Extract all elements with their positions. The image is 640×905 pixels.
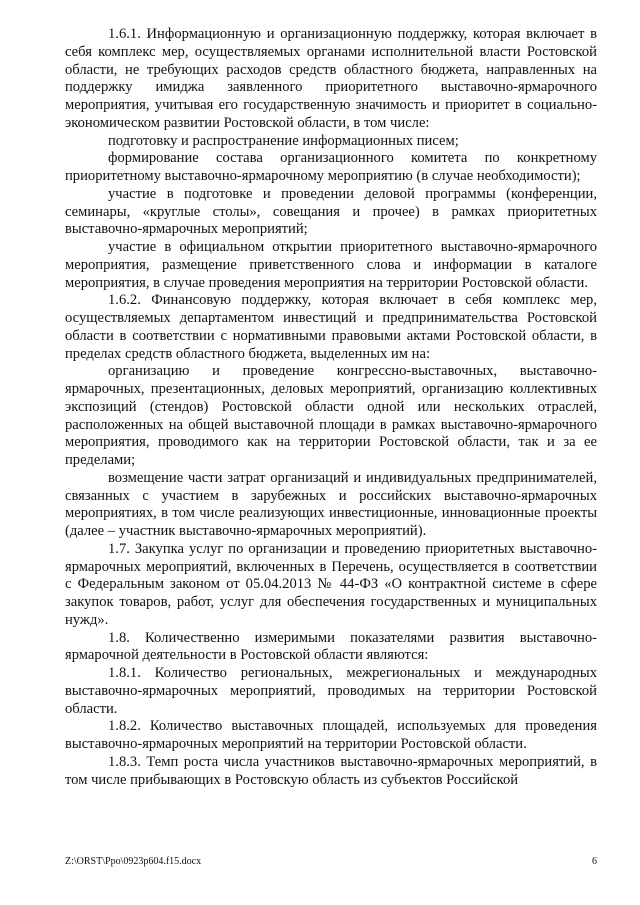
paragraph-1-8-2: 1.8.2. Количество выставочных площадей, используемых для проведения выставочно-ярмарочных мероприятий на территории Ростовской области. — [65, 718, 597, 752]
paragraph-1-8-3: 1.8.3. Темп роста числа участников выставочно-ярмарочных мероприятий, в том числе прибывающих в Ростовскую область из субъектов Российской — [65, 753, 597, 788]
paragraph-1-8: 1.8. Количественно измеримыми показателями развития выставочно-ярмарочной деятельности в Ростовской области являются: — [65, 629, 597, 664]
file-path: Z:\ORST\Ppo\0923p604.f15.docx — [65, 856, 202, 867]
paragraph-1-6-2: 1.6.2. Финансовую поддержку, которая включает в себя комплекс мер, осуществляемых департаментом инвестиций и предпринимательства Ростовской области в соответствии с нормативными правовыми актами Ростовской области, в пределах средств областного бюджета, выделенных им на: — [65, 292, 597, 362]
paragraph-cost-reimbursement: возмещение части затрат организаций и индивидуальных предпринимателей, связанных с участием в зарубежных и российских выставочно-ярмарочных мероприятиях, в том числе реализующих инвестиционные, инновационные проекты (далее – участник выставочно-ярмарочных мероприятий). — [65, 469, 597, 539]
paragraph-1-7: 1.7. Закупка услуг по организации и проведению приоритетных выставочно-ярмарочных мероприятий, включенных в Перечень, осуществляется в соответствии с Федеральным законом от 05.04.2013 № 44-ФЗ «О контрактной системе в сфере закупок товаров, работ, услуг для обеспечения государственных и муниципальных нужд». — [65, 540, 597, 628]
page-number: 6 — [592, 856, 597, 867]
paragraph-business-program: участие в подготовке и проведении деловой программы (конференции, семинары, «круглые столы», совещания и прочее) в рамках приоритетных выставочно-ярмарочных мероприятий; — [65, 185, 597, 238]
paragraph-organization-events: организацию и проведение конгрессно-выставочных, выставочно-ярмарочных, презентационных, деловых мероприятий, организацию коллективных экспозиций (стендов) Ростовской области одной или нескольких отраслей, расположенных на общей выставочной площади в рамках выставочно-ярмарочного мероприятия, проводимого как на территории Ростовской области, так и за ее пределами; — [65, 363, 597, 468]
paragraph-official-opening: участие в официальном открытии приоритетного выставочно-ярмарочного мероприятия, размещение приветственного слова и информации в каталоге мероприятия, в случае проведения мероприятия на территории Ростовской области. — [65, 239, 597, 291]
paragraph-1-8-1: 1.8.1. Количество региональных, межрегиональных и международных выставочно-ярмарочных мероприятий, проводимых на территории Ростовской области. — [65, 665, 597, 717]
document-body — [65, 26, 597, 789]
paragraph-info-letters: подготовку и распространение информационных писем; — [108, 132, 459, 149]
paragraph-org-committee: формирование состава организационного комитета по конкретному приоритетному выставочно-ярмарочному мероприятию (в случае необходимости); — [65, 150, 597, 184]
paragraph-1-6-1: 1.6.1. Информационную и организационную поддержку, которая включает в себя комплекс мер, осуществляемых органами исполнительной власти Ростовской области, не требующих расходов средств областного бюджета, направленных на поддержку имиджа заявленного приоритетного выставочно-ярмарочного мероприятия, учитывая его государственную значимость и приоритет в социально-экономическом развитии Ростовской области, в том числе: — [65, 26, 597, 131]
